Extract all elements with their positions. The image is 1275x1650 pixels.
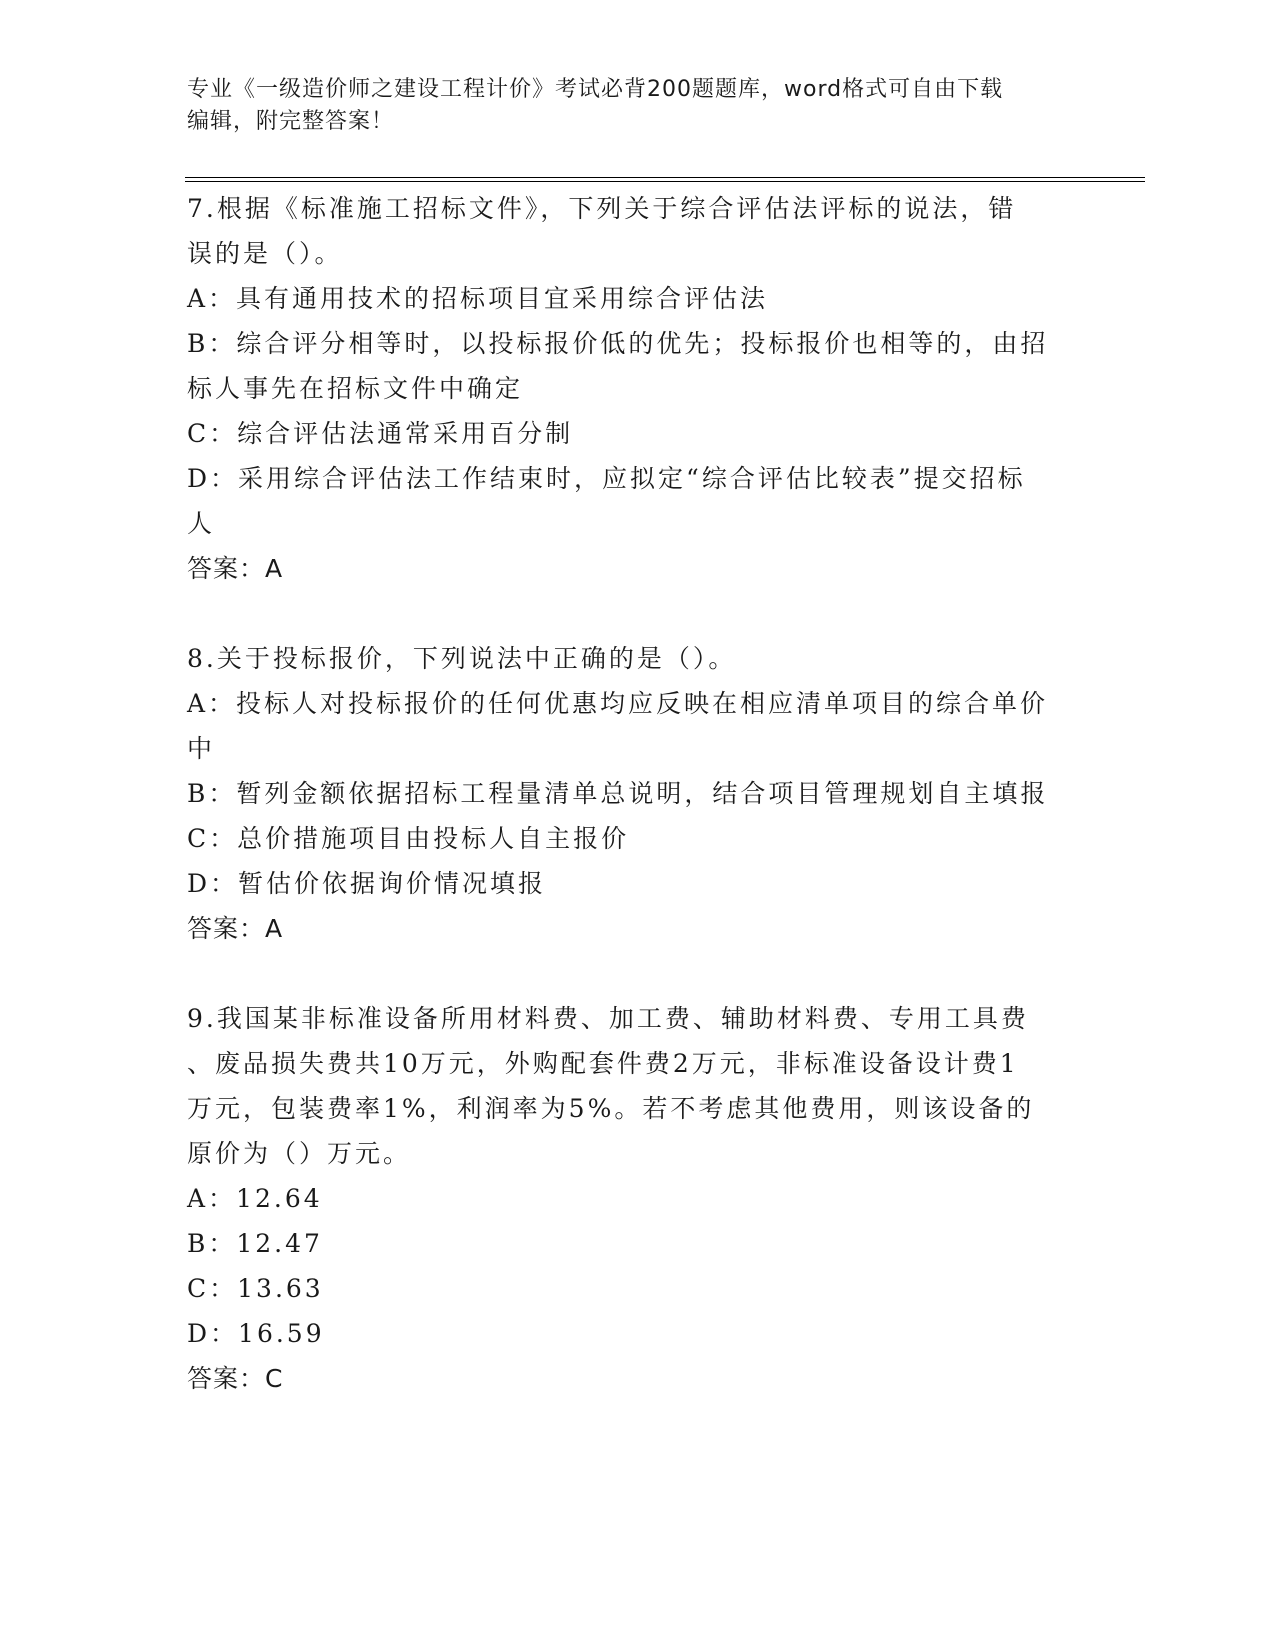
question-7	[187, 186, 1067, 591]
header-line-1: 专业《一级造价师之建设工程计价》考试必背200题题库，word格式可自由下载	[187, 77, 1004, 102]
header-line-2: 编辑，附完整答案！	[187, 109, 395, 134]
question-stem-line: 万元，包装费率1%，利润率为5%。若不考虑其他费用，则该设备的	[187, 1094, 1035, 1123]
option-c: C：13.63	[187, 1274, 324, 1303]
question-stem-line: 8.关于投标报价，下列说法中正确的是（）。	[187, 644, 737, 673]
option-b: B：暂列金额依据招标工程量清单总说明，结合项目管理规划自主填报	[187, 779, 1049, 808]
question-spacer	[187, 951, 1067, 996]
header-divider-top	[185, 177, 1145, 178]
option-d-continued: 人	[187, 509, 216, 538]
header-divider-bottom	[185, 181, 1145, 182]
option-a: A：具有通用技术的招标项目宜采用综合评估法	[187, 284, 769, 313]
option-a: A：投标人对投标报价的任何优惠均应反映在相应清单项目的综合单价	[187, 689, 1049, 718]
option-a-continued: 中	[187, 734, 216, 763]
answer-label: 答案：C	[187, 1364, 284, 1393]
answer-label: 答案：A	[187, 554, 284, 583]
question-9	[187, 996, 1067, 1401]
question-stem-line: 7.根据《标准施工招标文件》，下列关于综合评估法评标的说法，错	[187, 194, 1017, 223]
option-d: D：16.59	[187, 1319, 325, 1348]
option-b: B：综合评分相等时，以投标报价低的优先；投标报价也相等的，由招	[187, 329, 1049, 358]
question-stem-line: 误的是（）。	[187, 239, 343, 268]
option-c: C：综合评估法通常采用百分制	[187, 419, 574, 448]
question-stem-line: 原价为（）万元。	[187, 1139, 412, 1168]
option-c: C：总价措施项目由投标人自主报价	[187, 824, 630, 853]
option-b: B：12.47	[187, 1229, 323, 1258]
option-d: D：暂估价依据询价情况填报	[187, 869, 547, 898]
option-b-continued: 标人事先在招标文件中确定	[187, 374, 524, 403]
question-stem-line: 、废品损失费共10万元，外购配套件费2万元，非标准设备设计费1	[187, 1049, 1019, 1078]
option-d: D：采用综合评估法工作结束时，应拟定“综合评估比较表”提交招标	[187, 464, 1026, 493]
question-8	[187, 636, 1067, 951]
question-spacer	[187, 591, 1067, 636]
question-stem-line: 9.我国某非标准设备所用材料费、加工费、辅助材料费、专用工具费	[187, 1004, 1029, 1033]
answer-label: 答案：A	[187, 914, 284, 943]
option-a: A：12.64	[187, 1184, 323, 1213]
document-header	[187, 74, 1067, 138]
question-list	[187, 186, 1067, 1401]
